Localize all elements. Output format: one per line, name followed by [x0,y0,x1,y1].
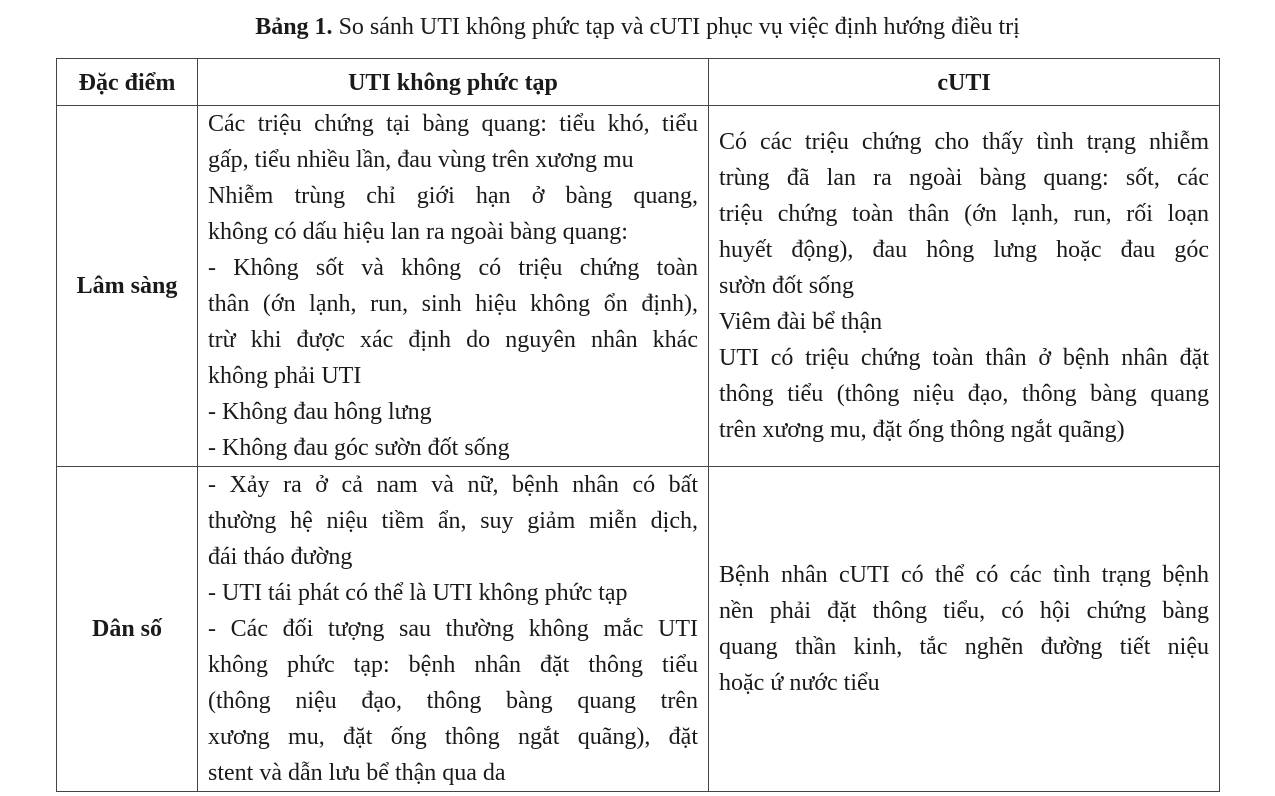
row-label-clinical: Lâm sàng [57,106,198,467]
cell-line: huyết động), đau hông lưng hoặc đau góc [719,237,1209,263]
header-cuti: cUTI [709,59,1220,106]
cell-line: - Không đau góc sườn đốt sống [208,435,510,461]
cell-line: quang thần kinh, tắc nghẽn đường tiết niệu [719,634,1209,660]
cell-line: trùng đã lan ra ngoài bàng quang: sốt, các [719,165,1209,191]
cell-line: trên xương mu, đặt ống thông ngắt quãng) [719,417,1125,443]
cell-line: thân (ớn lạnh, run, sinh hiệu không ổn định), [208,291,698,317]
cell-line: thường hệ niệu tiềm ẩn, suy giảm miễn dịch, [208,508,698,534]
cell-line: không phức tạp: bệnh nhân đặt thông tiểu [208,652,698,678]
row-label-population: Dân số [57,467,198,792]
table-row [57,467,1220,792]
cell-line: sườn đốt sống [719,273,855,299]
caption-text: So sánh UTI không phức tạp và cUTI phục vụ việc định hướng điều trị [332,14,1020,40]
cell-clinical-uncomplicated [198,106,709,467]
table-caption [0,12,1275,42]
cell-line: Các triệu chứng tại bàng quang: tiểu khó, tiểu [208,111,698,137]
header-uncomplicated-uti: UTI không phức tạp [198,59,709,106]
cell-line: hoặc ứ nước tiểu [719,670,880,696]
caption-label: Bảng 1. [255,14,333,40]
cell-population-cuti [709,467,1220,792]
cell-line: triệu chứng toàn thân (ớn lạnh, run, rối loạn [719,201,1209,227]
comparison-table [56,58,1220,792]
cell-line: nền phải đặt thông tiểu, có hội chứng bàng [719,598,1209,624]
table-row [57,106,1220,467]
cell-line: không phải UTI [208,363,362,389]
cell-line: Viêm đài bể thận [719,309,883,335]
cell-line: Bệnh nhân cUTI có thể có các tình trạng bệnh [719,562,1209,588]
cell-line: trừ khi được xác định do nguyên nhân khác [208,327,698,353]
cell-line: - Xảy ra ở cả nam và nữ, bệnh nhân có bất [208,472,698,498]
cell-line: Nhiễm trùng chỉ giới hạn ở bàng quang, [208,183,698,209]
cell-line: - Không sốt và không có triệu chứng toàn [208,255,698,281]
cell-line: UTI có triệu chứng toàn thân ở bệnh nhân đặt [719,345,1209,371]
cell-clinical-cuti [709,106,1220,467]
cell-line: - Không đau hông lưng [208,399,432,425]
cell-line: thông tiểu (thông niệu đạo, thông bàng quang [719,381,1209,407]
cell-line: Có các triệu chứng cho thấy tình trạng nhiễm [719,129,1209,155]
cell-line: stent và dẫn lưu bể thận qua da [208,760,506,786]
cell-population-uncomplicated [198,467,709,792]
cell-line: (thông niệu đạo, thông bàng quang trên [208,688,698,714]
cell-line: đái tháo đường [208,544,353,570]
header-row [57,59,1220,106]
header-feature: Đặc điểm [57,59,198,106]
cell-line: gấp, tiểu nhiều lần, đau vùng trên xương mu [208,147,634,173]
cell-line: - Các đối tượng sau thường không mắc UTI [208,616,698,642]
cell-line: - UTI tái phát có thể là UTI không phức tạp [208,580,628,606]
cell-line: không có dấu hiệu lan ra ngoài bàng quang: [208,219,628,245]
cell-line: xương mu, đặt ống thông ngắt quãng), đặt [208,724,698,750]
